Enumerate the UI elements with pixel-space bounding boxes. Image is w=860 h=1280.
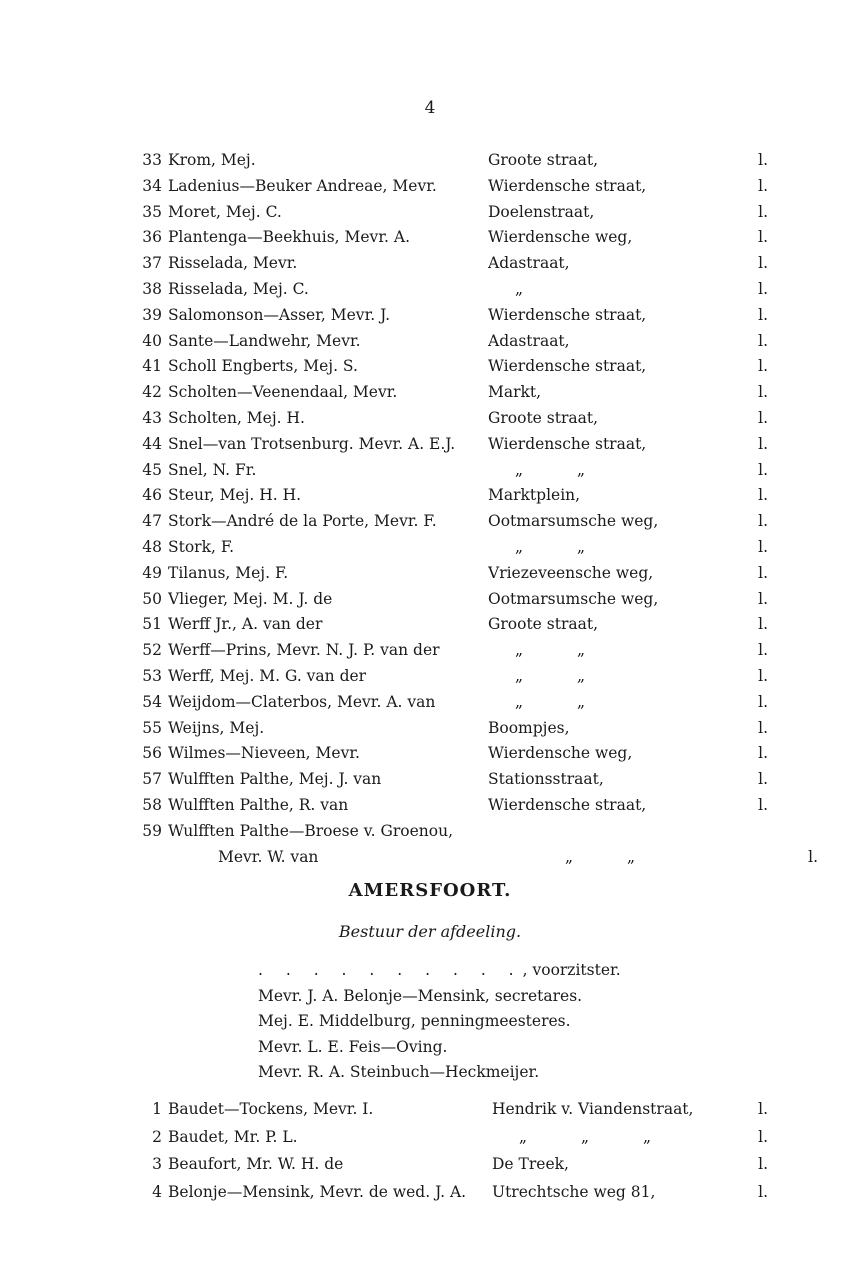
member-type: l.: [758, 176, 768, 195]
member-number: 40: [142, 331, 162, 350]
ditto-mark: „: [514, 460, 524, 479]
member-number: 37: [142, 254, 162, 273]
member-number: 53: [142, 666, 162, 685]
member-street: Wierdensche straat,: [488, 357, 647, 376]
member-street: Wierdensche weg,: [488, 744, 633, 763]
member-number: 58: [142, 795, 162, 814]
member-number: 52: [142, 641, 162, 660]
member-street: Groote straat,: [488, 615, 599, 634]
member-name: Krom, Mej.: [168, 151, 256, 169]
member-type: l.: [758, 357, 768, 376]
member-type: l.: [758, 615, 768, 634]
member-number: 39: [142, 305, 162, 324]
member-row: [128, 483, 768, 509]
member-number: 49: [142, 563, 162, 582]
member-street: [488, 458, 746, 484]
member-name: Tilanus, Mej. F.: [168, 563, 289, 582]
member-number: 54: [142, 692, 162, 711]
section-subtitle: Bestuur der afdeeling.: [338, 922, 522, 941]
member-street: [488, 690, 746, 716]
member-type: l.: [758, 486, 768, 505]
member-type: l.: [758, 202, 768, 221]
member-type: l.: [758, 408, 768, 427]
member-street: [488, 819, 746, 845]
member-row: [128, 354, 768, 380]
member-row: [128, 561, 768, 587]
member-number: 56: [142, 744, 162, 763]
member-name: Werff, Mej. M. G. van der: [168, 666, 367, 685]
ditto-mark: „: [576, 692, 586, 711]
ditto-mark: „: [518, 1127, 528, 1146]
member-street: Wierdensche straat,: [488, 434, 647, 453]
member-name: Baudet—Tockens, Mevr. I.: [168, 1100, 374, 1118]
member-street: [488, 277, 746, 303]
member-type: l.: [758, 1100, 768, 1118]
member-name: Werff—Prins, Mevr. N. J. P. van der: [168, 641, 440, 660]
member-name: Werff Jr., A. van der: [168, 615, 323, 634]
member-type: l.: [758, 1155, 768, 1173]
member-name: Vlieger, Mej. M. J. de: [168, 589, 333, 608]
member-street: Groote straat,: [488, 408, 599, 427]
member-number: 1: [152, 1100, 162, 1118]
member-row: [128, 251, 768, 277]
board-member-text: Mej. E. Middelburg, penningmeesteres.: [258, 1012, 571, 1030]
ditto-mark: „: [514, 666, 524, 685]
ditto-mark: „: [576, 666, 586, 685]
vacancy-dots: . . . . . . . . . .: [258, 961, 523, 979]
member-type: l.: [758, 460, 768, 479]
ditto-mark: „: [642, 1127, 652, 1146]
member-row: [128, 200, 768, 226]
member-type: l.: [758, 641, 768, 660]
board-member: [258, 958, 698, 984]
board-member: [258, 984, 698, 1010]
member-street: [492, 1124, 746, 1152]
ditto-mark: „: [580, 1127, 590, 1146]
member-name: Wilmes—Nieveen, Mevr.: [168, 744, 360, 763]
member-row: [128, 1124, 768, 1152]
member-type: l.: [758, 795, 768, 814]
member-number: 55: [142, 718, 162, 737]
member-name: Scholl Engberts, Mej. S.: [168, 357, 358, 376]
member-name: Ladenius—Beuker Andreae, Mevr.: [168, 176, 437, 195]
ditto-mark: „: [576, 460, 586, 479]
member-row: [128, 793, 768, 819]
ditto-mark: „: [514, 279, 524, 298]
member-type: l.: [758, 383, 768, 402]
member-row: [128, 819, 768, 845]
member-street: Hendrik v. Viandenstraat,: [492, 1100, 694, 1118]
member-number: 47: [142, 512, 162, 531]
member-number: 59: [142, 821, 162, 840]
member-list-continued: [128, 148, 818, 870]
member-row: [128, 767, 768, 793]
member-name: Stork, F.: [168, 537, 235, 556]
member-street: Marktplein,: [488, 486, 581, 505]
ditto-mark: „: [514, 692, 524, 711]
member-name: Weijns, Mej.: [168, 718, 265, 737]
member-name: Weijdom—Claterbos, Mevr. A. van: [168, 692, 436, 711]
member-row: [128, 380, 768, 406]
member-number: 44: [142, 434, 162, 453]
board-member: [258, 1060, 698, 1086]
member-type: l.: [758, 563, 768, 582]
member-street: Wierdensche straat,: [488, 305, 647, 324]
member-street: [488, 638, 746, 664]
member-street: Wierdensche straat,: [488, 795, 647, 814]
member-row: [128, 612, 768, 638]
board-member: [258, 1035, 698, 1061]
member-number: 35: [142, 202, 162, 221]
member-name: Moret, Mej. C.: [168, 202, 282, 221]
member-row: [128, 509, 768, 535]
member-street: [488, 535, 746, 561]
member-row: [128, 664, 768, 690]
member-street: Wierdensche weg,: [488, 228, 633, 247]
member-row: [128, 845, 818, 871]
ditto-mark: „: [576, 641, 586, 660]
member-number: 51: [142, 615, 162, 634]
member-street: Utrechtsche weg 81,: [492, 1182, 656, 1201]
member-street: [538, 845, 796, 871]
member-name: Snel—van Trotsenburg. Mevr. A. E.J.: [168, 434, 456, 453]
member-row: [128, 638, 768, 664]
member-type: l.: [758, 692, 768, 711]
member-type: l.: [758, 279, 768, 298]
member-street: [488, 664, 746, 690]
board-member: [258, 1009, 698, 1035]
member-name: Wulfften Palthe, R. van: [168, 795, 349, 814]
member-row: [128, 716, 768, 742]
member-street: De Treek,: [492, 1155, 569, 1173]
member-type: l.: [758, 589, 768, 608]
member-name: Beaufort, Mr. W. H. de: [168, 1155, 344, 1173]
member-row: [128, 1151, 768, 1179]
member-row: [128, 148, 768, 174]
member-number: [128, 845, 168, 871]
member-street: Markt,: [488, 383, 542, 402]
member-type: l.: [758, 331, 768, 350]
member-name: Belonje—Mensink, Mevr. de wed. J. A.: [168, 1182, 467, 1201]
member-number: 34: [142, 176, 162, 195]
member-type: l.: [808, 847, 818, 866]
member-type: [746, 819, 768, 845]
member-row: [128, 535, 768, 561]
member-number: 3: [152, 1155, 162, 1173]
member-type: l.: [758, 228, 768, 247]
member-row: [128, 1179, 768, 1207]
member-number: 4: [152, 1182, 162, 1201]
member-number: 2: [152, 1127, 162, 1146]
member-number: 41: [142, 357, 162, 376]
section-title: AMERSFOORT.: [348, 880, 512, 901]
page-number: 4: [424, 98, 436, 118]
member-type: l.: [758, 151, 768, 169]
member-street: Wierdensche straat,: [488, 176, 647, 195]
member-name: Plantenga—Beekhuis, Mevr. A.: [168, 228, 410, 247]
member-number: 36: [142, 228, 162, 247]
ditto-mark: „: [626, 847, 636, 866]
board-list: [258, 958, 698, 1086]
member-row: [128, 587, 768, 613]
member-number: 48: [142, 537, 162, 556]
member-name: Stork—André de la Porte, Mevr. F.: [168, 512, 437, 531]
member-number: 33: [142, 151, 162, 169]
member-type: l.: [758, 434, 768, 453]
member-number: 43: [142, 408, 162, 427]
member-name: Risselada, Mej. C.: [168, 279, 309, 298]
member-street: Vriezeveensche weg,: [488, 563, 654, 582]
ditto-mark: „: [564, 847, 574, 866]
member-name: Snel, N. Fr.: [168, 460, 257, 479]
member-type: l.: [758, 254, 768, 273]
member-type: l.: [758, 1127, 768, 1146]
member-name: Baudet, Mr. P. L.: [168, 1127, 298, 1146]
member-number: 38: [142, 279, 162, 298]
member-row: [128, 225, 768, 251]
member-row: [128, 277, 768, 303]
member-street: Adastraat,: [488, 331, 570, 350]
member-number: 57: [142, 770, 162, 789]
member-name: Salomonson—Asser, Mevr. J.: [168, 305, 391, 324]
member-name: Sante—Landwehr, Mevr.: [168, 331, 361, 350]
member-type: l.: [758, 770, 768, 789]
member-type: l.: [758, 744, 768, 763]
member-number: 46: [142, 486, 162, 505]
member-name: Risselada, Mevr.: [168, 254, 298, 273]
member-type: l.: [758, 666, 768, 685]
member-row: [128, 690, 768, 716]
member-type: l.: [758, 1182, 768, 1201]
member-row: [128, 329, 768, 355]
member-street: Adastraat,: [488, 254, 570, 273]
member-name: Steur, Mej. H. H.: [168, 486, 302, 505]
member-list-amersfoort: [128, 1096, 768, 1206]
ditto-mark: „: [514, 641, 524, 660]
member-row: [128, 458, 768, 484]
member-number: 42: [142, 383, 162, 402]
board-member-text: , voorzitster.: [522, 961, 621, 979]
member-row: [128, 174, 768, 200]
member-row: [128, 303, 768, 329]
member-type: l.: [758, 718, 768, 737]
board-member-text: Mevr. J. A. Belonje—Mensink, secretares.: [258, 986, 583, 1005]
member-row: [128, 741, 768, 767]
member-row: [128, 406, 768, 432]
member-name: Scholten, Mej. H.: [168, 408, 305, 427]
ditto-mark: „: [514, 537, 524, 556]
board-member-text: Mevr. L. E. Feis—Oving.: [258, 1037, 448, 1056]
member-street: Groote straat,: [488, 151, 599, 169]
member-type: l.: [758, 305, 768, 324]
member-name: Mevr. W. van: [218, 847, 319, 866]
member-row: [128, 1096, 768, 1124]
member-type: l.: [758, 512, 768, 531]
member-number: 50: [142, 589, 162, 608]
member-name: Scholten—Veenendaal, Mevr.: [168, 383, 398, 402]
member-number: 45: [142, 460, 162, 479]
member-row: [128, 432, 768, 458]
member-street: Ootmarsumsche weg,: [488, 512, 659, 531]
member-name: Wulfften Palthe—Broese v. Groenou,: [168, 821, 454, 840]
ditto-mark: „: [576, 537, 586, 556]
member-street: Ootmarsumsche weg,: [488, 589, 659, 608]
member-name: Wulfften Palthe, Mej. J. van: [168, 770, 382, 789]
member-street: Doelenstraat,: [488, 202, 595, 221]
member-street: Boompjes,: [488, 718, 570, 737]
board-member-text: Mevr. R. A. Steinbuch—Heckmeijer.: [258, 1063, 540, 1081]
member-street: Stationsstraat,: [488, 770, 604, 789]
member-type: l.: [758, 537, 768, 556]
